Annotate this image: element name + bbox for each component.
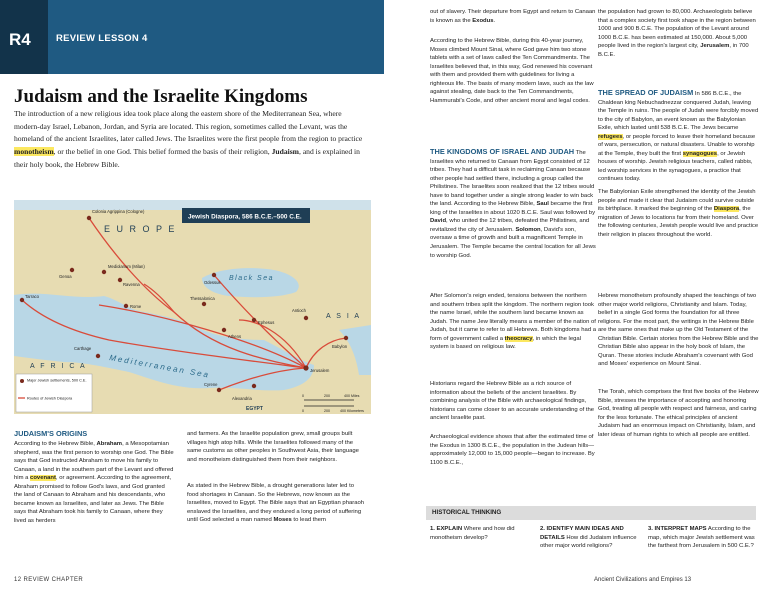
term-judaism: Judaism bbox=[271, 147, 300, 157]
map-city-ravenna: Ravenna bbox=[123, 282, 140, 287]
scale-miles-400: 400 Miles bbox=[344, 394, 360, 398]
map-city-odessus: Odessus bbox=[204, 280, 221, 285]
footer-left: 12 REVIEW CHAPTER bbox=[14, 577, 84, 583]
map-city-jerusalem: Jerusalem bbox=[310, 368, 330, 373]
col3-paragraph-6: Archaeological evidence shows that after the estimated time of the Exodus in 1300 B.C.E., the population in the Judean hills—approximately 12,000 to 15,000 people—began to increase. By 1100 B.C.E., bbox=[430, 434, 595, 466]
col2-paragraph-1: and farmers. As the Israelite population grew, small groups built villages high atop hills. While the Israelites followed many of the same customs as other peoples in Southwest Asia, their language and monotheism distinguished them from their neighbors. bbox=[187, 431, 359, 463]
historical-thinking-title: HISTORICAL THINKING bbox=[432, 509, 502, 516]
lesson-label: REVIEW LESSON 4 bbox=[56, 33, 148, 44]
col4-paragraph-4: Hebrew monotheism profoundly shaped the teachings of two other major world religions, Christianity and Islam. Today, belief in a single God forms the foundation for all three religions. For the most part, the writings in the Hebrew Bible are the same ones that make up the Old Testament of the Christian Bible. Certain stories from the Hebrew Bible and the Christian Bible also appear in the holy book of Islam, the Quran. These stories include Abraham's covenant with God and Moses' experience on Mount Sinai. bbox=[598, 293, 759, 368]
scale-km-0: 0 bbox=[302, 409, 304, 413]
page-title: Judaism and the Israelite Kingdoms bbox=[14, 86, 308, 107]
term-covenant: covenant bbox=[30, 475, 56, 482]
col3-paragraph-5: Historians regard the Hebrew Bible as a rich source of information about the beliefs of the ancient Israelites. By combining analysis of the Bible with archaeological findings, historians can come closer to an accurate understanding of the ancient Israelite past. bbox=[430, 381, 595, 422]
scale-miles-200: 200 bbox=[324, 394, 330, 398]
map-city-rome: Rome bbox=[130, 304, 142, 309]
scale-miles-0: 0 bbox=[302, 394, 304, 398]
map-city-thessalonica: Thessalonica bbox=[190, 296, 215, 301]
col3-paragraph-4: After Solomon's reign ended, tensions between the northern and southern tribes split the kingdom. The northern region took the name Israel, while the southern land became known as Judah. The name Jew literally means a member of the nation of Judah, but it came to refer to all Hebrews. Both kingdoms had a form of government called a theocracy, in which the legal system is based on religious law. bbox=[430, 293, 597, 351]
col3-paragraph-kingdoms: THE KINGDOMS OF ISRAEL AND JUDAH The Israelites who returned to Canaan from Egypt consisted of 12 tribes. They had a difficult task in reclaiming Canaan because other people had settled there, including a group called the Philistines. The Israelites soon realized that the 12 tribes would have to band together under a single strong leader to win back the land. According to the Hebrew Bible, Saul became the first king of the Israelites in about 1020 B.C.E. Saul was followed by David, who united the 12 tribes, defeated the Philistines, and revitalized the city of Jerusalem. Solomon, David's son, oversaw a time of growth and built a magnificent Temple in Jerusalem. The Temple became the central location for all Jews to worship God. bbox=[430, 148, 596, 259]
term-diaspora: Diaspora bbox=[713, 206, 740, 213]
map-city-cyrene: Cyrene bbox=[204, 382, 218, 387]
map-legend-routes: Routes of Jewish Diaspora bbox=[27, 396, 73, 401]
diaspora-map bbox=[14, 200, 371, 414]
map-city-carthage: Carthage bbox=[74, 346, 92, 351]
spread-heading: THE SPREAD OF JUDAISM bbox=[598, 88, 694, 97]
question-1: 1. EXPLAIN Where and how did monotheism develop? bbox=[430, 526, 515, 541]
origins-heading: JUDAISM'S ORIGINS bbox=[14, 429, 88, 438]
map-city-cologne: Colonia Agrippina (Cologne) bbox=[92, 209, 145, 214]
col4-paragraph-5: The Torah, which comprises the first five books of the Hebrew Bible, stresses the importance of accepting and honoring God, treating all people with respect and fairness, and caring for the less fortunate. The ethical principles of ancient Judaism had an enormous impact on Christianity, Islam, and later ideas of human rights to which all people are entitled. bbox=[598, 389, 759, 438]
map-city-alexandria: Alexandria bbox=[232, 396, 252, 401]
term-refugees: refugees bbox=[598, 133, 623, 140]
map-region-europe: E U R O P E bbox=[104, 224, 177, 234]
map-city-genoa: Genoa bbox=[59, 274, 72, 279]
kingdoms-heading: THE KINGDOMS OF ISRAEL AND JUDAH bbox=[430, 148, 575, 156]
map-sea-mediterranean: Mediterranean Sea bbox=[108, 353, 211, 380]
map-city-tarraco: Tarraco bbox=[25, 294, 39, 299]
map-title: Jewish Diaspora, 586 B.C.E.–500 C.E. bbox=[188, 213, 302, 221]
question-3: 3. INTERPRET MAPS According to the map, which major Jewish settlement was the farthest from Jerusalem in 500 C.E.? bbox=[648, 526, 755, 550]
footer-right: Ancient Civilizations and Empires 13 bbox=[594, 577, 692, 583]
scale-km-200: 200 bbox=[324, 409, 330, 413]
lesson-tag: R4 bbox=[0, 0, 48, 74]
map-city-ephesus: Ephesus bbox=[258, 320, 275, 325]
col3-paragraph-2: According to the Hebrew Bible, during this 40-year journey, Moses climbed Mount Sinai, where God gave him two stone tablets with a set of laws called the Ten Commandments. The Israelites believed that, in this way, God renewed his covenant with them and provided them with guidelines for living a righteous life. The basis of many modern laws, such as the law against stealing, date back to the Ten Commandments, Hammurabi's Code, and other ancient moral and legal codes. bbox=[430, 38, 594, 104]
col4-paragraph-1: the population had grown to 80,000. Archaeologists believe that a complex society first took shape in the region between 1000 and 900 B.C.E. The population of the Levant around 1000 B.C.E. has been estimated at 150,000. About 5,000 people lived in the region's largest city, Jerusalem, in 700 B.C.E. bbox=[598, 9, 756, 58]
term-synagogues: synagogues bbox=[682, 150, 718, 157]
question-2: 2. IDENTIFY MAIN IDEAS AND DETAILS How did Judaism influence other major world religions? bbox=[540, 526, 637, 550]
col3-paragraph-1: out of slavery. Their departure from Egypt and return to Canaan is known as the Exodus. bbox=[430, 9, 596, 24]
map-country-egypt: EGYPT bbox=[246, 406, 263, 412]
origins-paragraph: According to the Hebrew Bible, Abraham, a Mesopotamian shepherd, was the first person to worship one God. The Bible says that God instructed Abraham to move his family to Canaan, a land in the southern part of the Levant and offered him a covenant, or agreement. According to the agreement, Abraham promised to follow God's laws, and God granted the land of Canaan to Abraham and his descendants, who became known as Israelites, and later as Jews. The Bible says that Abraham took his family to Canaan, where they lived as herders bbox=[14, 441, 174, 524]
intro-paragraph: The introduction of a new religious idea took place along the eastern shore of the Mediterranean Sea, where modern-day Israel, Lebanon, Jordan, and Syria are located. This region, sometimes called the Levant, was the homeland of the ancient Israelites, later called Jews. The Israelites were the first people from the region to practice monotheism, or the belief in one God. This belief formed the basis of their religion, Judaism, and is explained in their holy book, the Hebrew Bible. bbox=[14, 109, 363, 169]
col4-paragraph-spread: THE SPREAD OF JUDAISM In 586 B.C.E., the Chaldean king Nebuchadnezzar conquered Judah, leaving the Temple in ruins. The people of Judah were forcibly moved to the city of Babylon, an event known as the Babylonian Exile, which lasted until 538 B.C.E. The Jews became refugees, or people forced to leave their homeland because of wars, persecution, or natural disasters. Unable to worship at the Temple, they built the first synagogues, or Jewish houses of worship. Jewish religious teachers, called rabbis, led worship services in the synagogues, a practice that continues today. bbox=[598, 88, 759, 183]
map-city-babylon: Babylon bbox=[332, 344, 348, 349]
map-city-antioch: Antioch bbox=[292, 308, 306, 313]
map-city-milan: Mediolanum (Milan) bbox=[108, 264, 145, 269]
map-region-asia: A S I A bbox=[326, 313, 362, 320]
map-region-africa: A F R I C A bbox=[30, 363, 87, 370]
term-theocracy: theocracy bbox=[504, 335, 533, 342]
term-monotheism: monotheism bbox=[14, 147, 54, 157]
col4-paragraph-3: The Babylonian Exile strengthened the identity of the Jewish people and made it clear that Judaism could survive outside its birthplace. It marked the beginning of the Diaspora, the migration of Jews to locations far from their homeland. Over the following centuries, Jewish people would live and practice their religion in places throughout the world. bbox=[598, 189, 759, 238]
scale-km-400: 400 Kilometers bbox=[340, 409, 364, 413]
map-city-athens: Athens bbox=[228, 334, 242, 339]
col2-paragraph-2: As stated in the Hebrew Bible, a drought generations later led to food shortages in Canaan. So the Hebrews, now known as the Israelites, moved to Egypt. The Bible says that an Egyptian pharaoh enslaved the Israelites, and they endured a long period of suffering until God selected a man named Moses to lead them bbox=[187, 483, 365, 524]
map-legend-settlements: Major Jewish settlements, 500 C.E. bbox=[27, 378, 87, 383]
map-sea-black: Black Sea bbox=[229, 275, 275, 282]
